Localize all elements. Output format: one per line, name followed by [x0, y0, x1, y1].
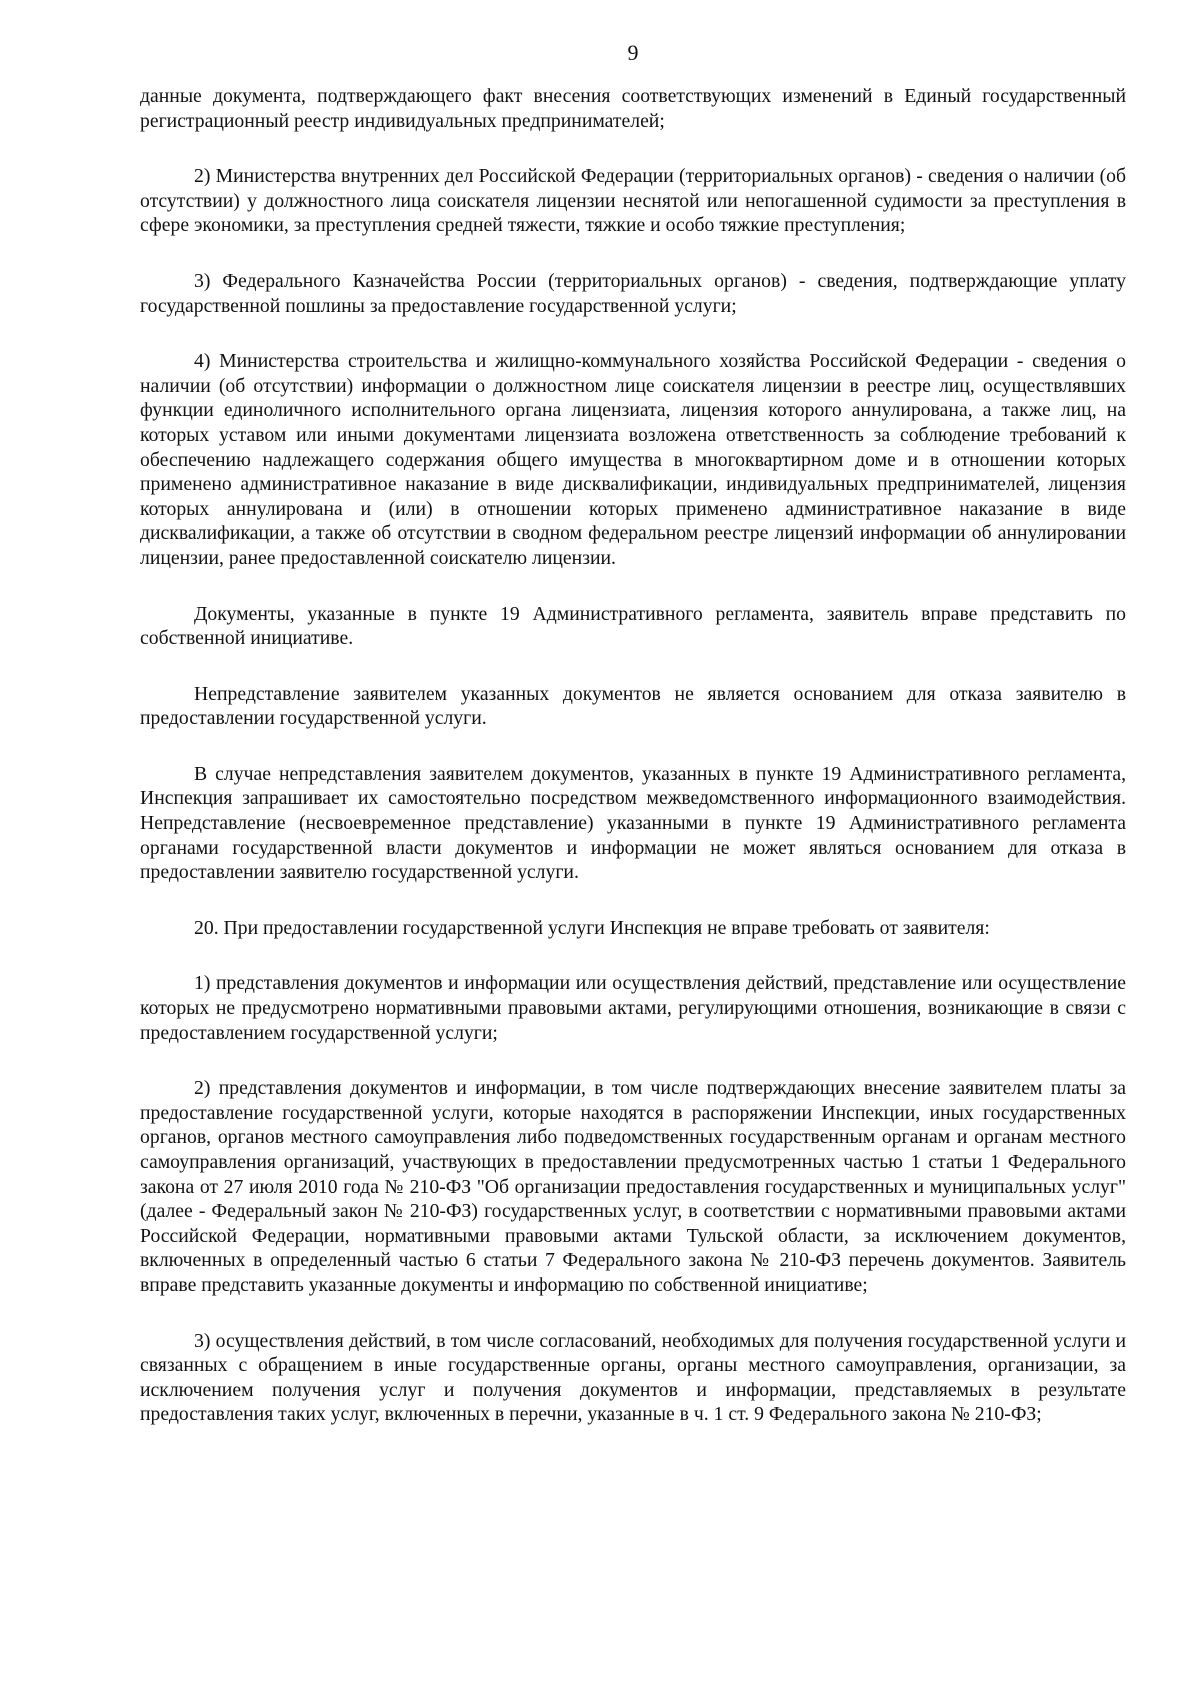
paragraph-item-20: 20. При предоставлении государственной услуги Инспекция не вправе требовать от заявителя:: [194, 916, 990, 939]
paragraph-treasury: 3) Федерального Казначейства России (территориальных органов) - сведения, подтверждающие уплату государственной пошлины за предоставление государственной услуги;: [140, 269, 1126, 317]
paragraph-item-20-1: 1) представления документов и информации или осуществления действий, представление или осуществление которых не предусмотрено нормативными правовыми актами, регулирующими отношения, возникающие в связи с предоставлением государственной услуги;: [140, 972, 1126, 1044]
paragraph-minstroy: 4) Министерства строительства и жилищно-коммунального хозяйства Российской Федерации - сведения о наличии (об отсутствии) информации о должностном лице соискателя лицензии в реестре лиц, осуществлявших функции единоличного исполнительного органа лицензиата, лицензия которого аннулирована, а также лиц, на которых уставом или иными документами лицензиата возложена ответственность за соблюдение требований к обеспечению надлежащего содержания общего имущества в многоквартирном доме и в отношении которых применено административное наказание в виде дисквалификации, индивидуальных предпринимателей, лицензия которых аннулирована и (или) в отношении которых применено административное наказание в виде дисквалификации, а также об отсутствии в сводном федеральном реестре лицензий информации об аннулировании лицензии, ранее предоставленной соискателю лицензии.: [140, 350, 1126, 569]
page-number: 9: [627, 40, 639, 65]
paragraph-not-grounds-for-refusal: Непредставление заявителем указанных документов не является основанием для отказа заявителю в предоставлении государственной услуги.: [140, 682, 1126, 730]
paragraph-interagency-request: В случае непредставления заявителем документов, указанных в пункте 19 Административного регламента, Инспекция запрашивает их самостоятельно посредством межведомственного информационного взаимодействия. Непредставление (несвоевременное представление) указанными в пункте 19 Административного регламента органами государственной власти документов и информации не может являться основанием для отказа в предоставлении заявителю государственной услуги.: [140, 762, 1126, 884]
paragraph-item-20-2: 2) представления документов и информации, в том числе подтверждающих внесение заявителем платы за предоставление государственной услуги, которые находятся в распоряжении Инспекции, иных государственных органов, органов местного самоуправления либо подведомственных государственным органам и органам местного самоуправления организаций, участвующих в предоставлении предусмотренных частью 1 статьи 1 Федерального закона от 27 июля 2010 года № 210-ФЗ "Об организации предоставления государственных и муниципальных услуг" (далее - Федеральный закон № 210-ФЗ) государственных услуг, в соответствии с нормативными правовыми актами Российской Федерации, нормативными правовыми актами Тульской области, за исключением документов, включенных в определенный частью 6 статьи 7 Федерального закона № 210-ФЗ перечень документов. Заявитель вправе представить указанные документы и информацию по собственной инициативе;: [140, 1077, 1126, 1296]
paragraph-egrip-data: данные документа, подтверждающего факт внесения соответствующих изменений в Единый государственный регистрационный реестр индивидуальных предпринимателей;: [140, 85, 1126, 132]
paragraph-mvd: 2) Министерства внутренних дел Российской Федерации (территориальных органов) - сведения о наличии (об отсутствии) у должностного лица соискателя лицензии неснятой или непогашенной судимости за преступления в сфере экономики, за преступления средней тяжести, тяжкие и особо тяжкие преступления;: [140, 165, 1126, 237]
paragraph-own-initiative: Документы, указанные в пункте 19 Административного регламента, заявитель вправе представить по собственной инициативе.: [140, 602, 1126, 650]
document-body: [140, 84, 1126, 1427]
paragraph-item-20-3: 3) осуществления действий, в том числе согласований, необходимых для получения государственной услуги и связанных с обращением в иные государственные органы, органы местного самоуправления, организации, за исключением получения услуг и получения документов и информации, представляемых в результате предоставления таких услуг, включенных в перечни, указанные в ч. 1 ст. 9 Федерального закона № 210-ФЗ;: [140, 1329, 1126, 1426]
